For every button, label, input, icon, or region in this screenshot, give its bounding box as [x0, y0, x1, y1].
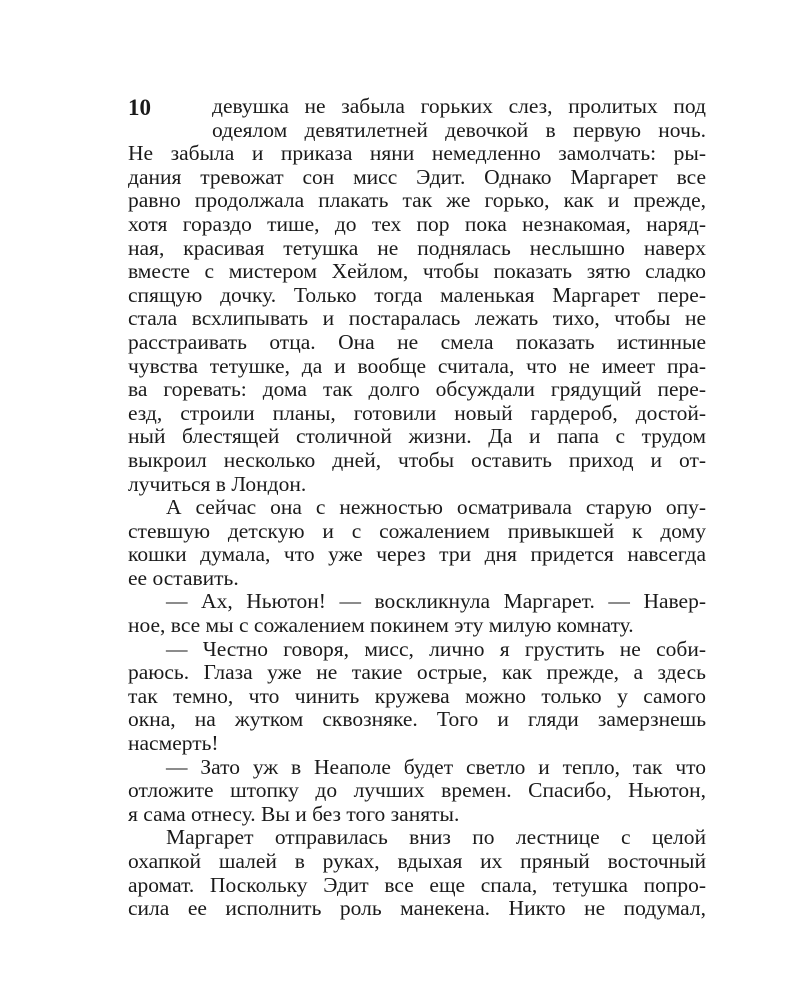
text-line: — Честно говоря, мисс, лично я грустить не соби-	[166, 636, 706, 661]
text-line: кошки думала, что уже через три дня придется навсегда	[128, 542, 706, 567]
text-line: я сама отнесу. Вы и без того заняты.	[128, 801, 460, 826]
text-line: лучиться в Лондон.	[128, 471, 307, 496]
text-line: — Зато уж в Неаполе будет светло и тепло, так что	[166, 754, 706, 779]
page-text	[128, 95, 706, 921]
text-line: чувства тетушке, да и вообще считала, что не имеет пра-	[128, 353, 706, 378]
text-line: равно продолжала плакать так же горько, как и прежде,	[128, 188, 706, 213]
text-line: вместе с мистером Хейлом, чтобы показать зятю сладко	[128, 259, 706, 284]
text-line: раюсь. Глаза уже не такие острые, как прежде, а здесь	[128, 660, 706, 685]
text-line: так темно, что чинить кружева можно только у самого	[128, 683, 706, 708]
text-line: выкроил несколько дней, чтобы оставить приход и от-	[128, 447, 706, 472]
text-line: окна, на жутком сквозняке. Того и гляди замерзнешь	[128, 707, 706, 732]
text-line: ное, все мы с сожалением покинем эту милую комнату.	[128, 613, 634, 638]
text-line: ее оставить.	[128, 565, 239, 590]
text-line: расстраивать отца. Она не смела показать истинные	[128, 329, 706, 354]
book-page	[128, 95, 706, 921]
text-line: А сейчас она с нежностью осматривала старую опу-	[166, 495, 706, 520]
text-line: аромат. Поскольку Эдит все еще спала, тетушка попро-	[128, 872, 706, 897]
text-line: дания тревожат сон мисс Эдит. Однако Маргарет все	[128, 164, 706, 189]
text-line: ная, красивая тетушка не поднялась неслышно наверх	[128, 235, 706, 260]
text-line: спящую дочку. Только тогда маленькая Маргарет пере-	[128, 282, 706, 307]
text-line: сила ее исполнить роль манекена. Никто не подумал,	[128, 896, 706, 921]
text-line: девушка не забыла горьких слез, пролитых под	[212, 94, 706, 118]
text-line: охапкой шалей в руках, вдыхая их пряный восточный	[128, 849, 706, 873]
text-line: Маргарет отправилась вниз по лестнице с целой	[166, 825, 706, 850]
text-line: стевшую детскую и с сожалением привыкшей к дому	[128, 518, 706, 543]
text-line: ва горевать: дома так долго обсуждали грядущий пере-	[128, 377, 706, 402]
text-line: стала всхлипывать и постаралась лежать тихо, чтобы не	[128, 306, 706, 331]
text-line: — Ах, Ньютон! — воскликнула Маргарет. — Навер-	[166, 589, 706, 614]
text-line: одеялом девятилетней девочкой в первую ночь.	[212, 117, 706, 142]
text-line: хотя гораздо тише, до тех пор пока незнакомая, наряд-	[128, 211, 706, 236]
text-line: езд, строили планы, готовили новый гардероб, достой-	[128, 400, 706, 425]
text-line: насмерть!	[128, 731, 219, 756]
text-line: Не забыла и приказа няни немедленно замолчать: ры-	[128, 141, 706, 166]
page-number: 10	[128, 95, 151, 120]
text-line: отложите штопку до лучших времен. Спасибо, Ньютон,	[128, 778, 706, 803]
text-line: ный блестящей столичной жизни. Да и папа с трудом	[128, 424, 706, 449]
